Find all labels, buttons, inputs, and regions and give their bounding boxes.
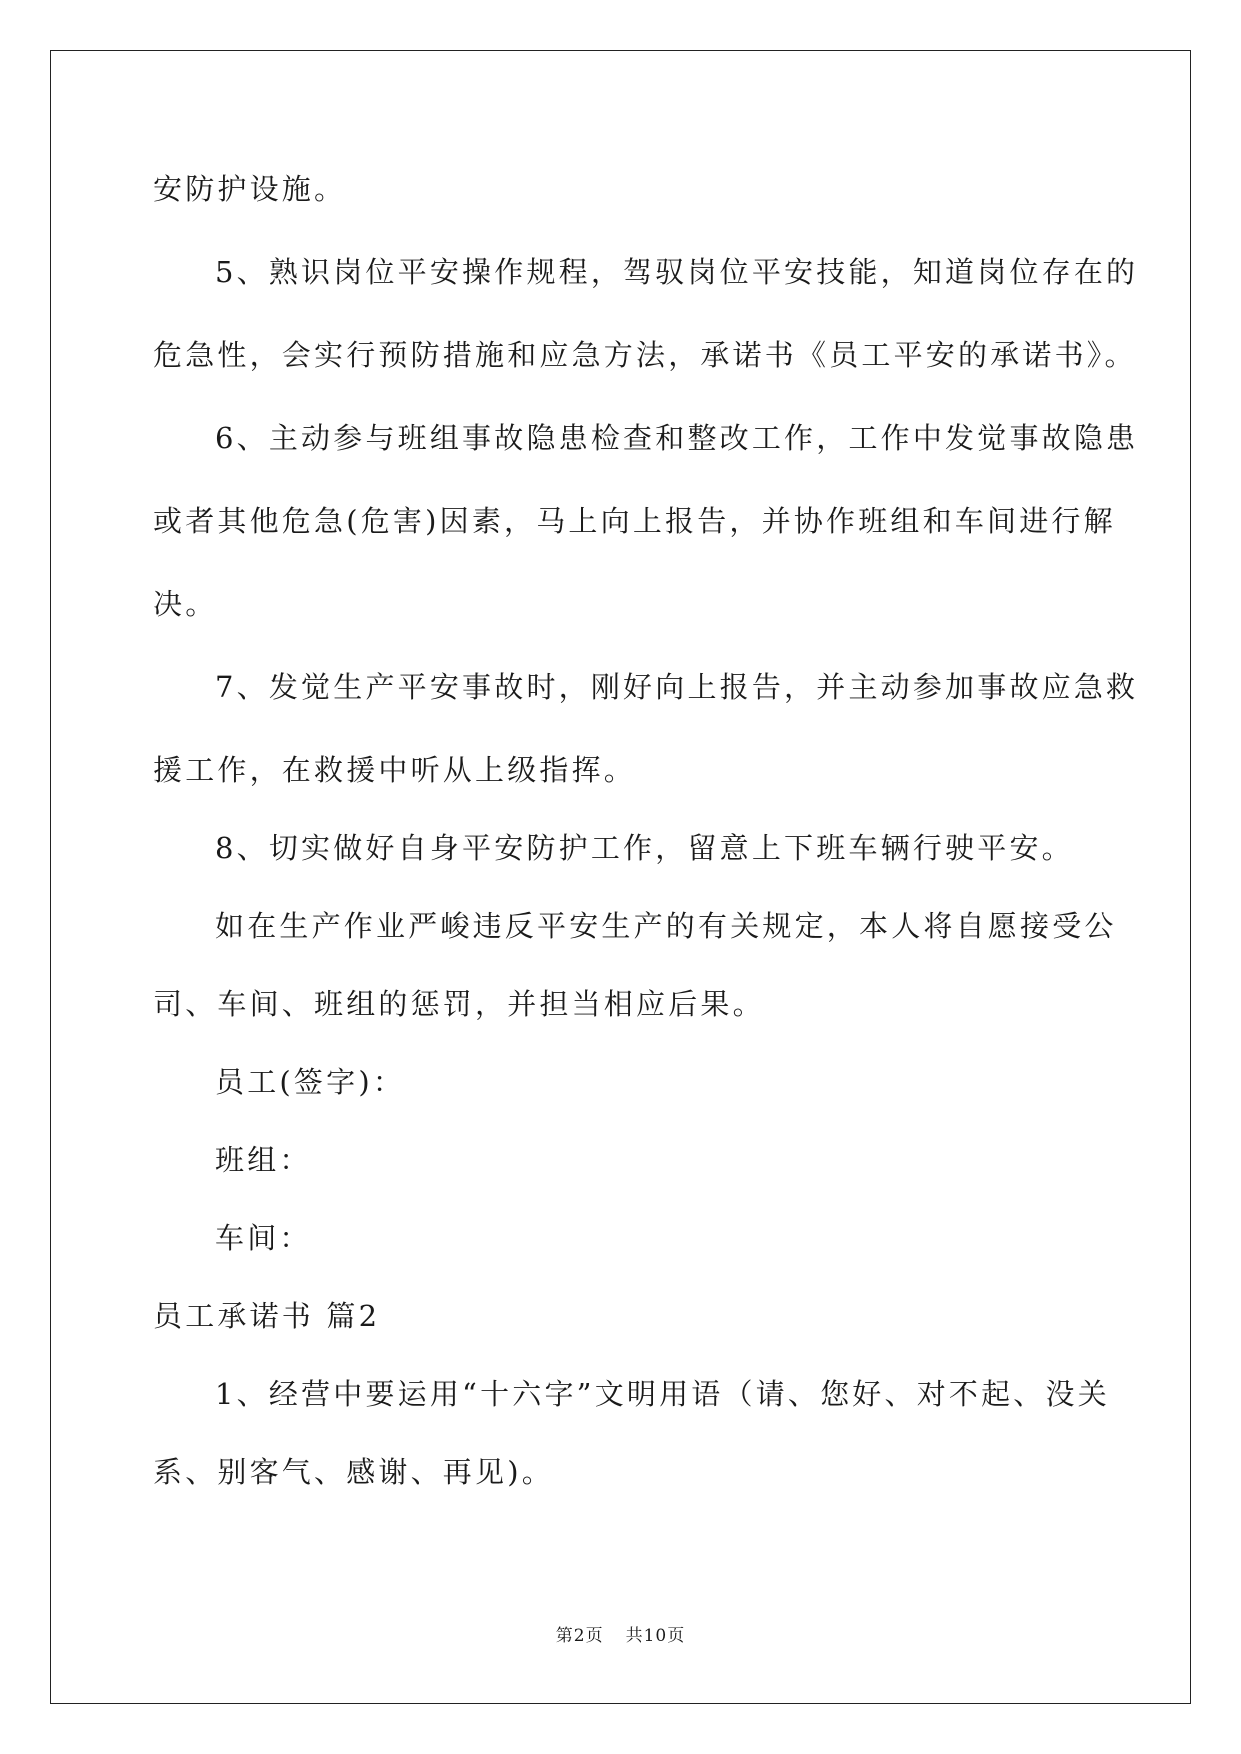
section-heading: 员工承诺书 篇2 bbox=[153, 1299, 381, 1333]
text-line: 8、切实做好自身平安防护工作，留意上下班车辆行驶平安。 bbox=[215, 831, 1074, 865]
text-line: 安防护设施。 bbox=[153, 172, 347, 206]
text-line: 6、主动参与班组事故隐患检查和整改工作，工作中发觉事故隐患 bbox=[215, 421, 1139, 455]
signature-team-label: 班组： bbox=[215, 1143, 312, 1177]
text-line: 或者其他危急(危害)因素，马上向上报告，并协作班组和车间进行解 bbox=[153, 504, 1116, 538]
text-line: 7、发觉生产平安事故时，刚好向上报告，并主动参加事故应急救 bbox=[215, 670, 1139, 704]
text-line: 5、熟识岗位平安操作规程，驾驭岗位平安技能，知道岗位存在的 bbox=[215, 255, 1139, 289]
page-footer bbox=[0, 1621, 1241, 1646]
signature-employee-label: 员工(签字)： bbox=[215, 1065, 406, 1099]
text-line: 援工作，在救援中听从上级指挥。 bbox=[153, 753, 637, 787]
text-line: 司、车间、班组的惩罚，并担当相应后果。 bbox=[153, 987, 765, 1021]
text-line: 系、别客气、感谢、再见)。 bbox=[153, 1455, 554, 1489]
page-total: 共10页 bbox=[625, 1626, 686, 1646]
page-number: 第2页 bbox=[555, 1626, 604, 1646]
text-line: 1、经营中要运用“十六字”文明用语（请、您好、对不起、没关 bbox=[215, 1377, 1110, 1411]
text-line: 危急性，会实行预防措施和应急方法，承诺书《员工平安的承诺书》。 bbox=[153, 338, 1137, 372]
text-line: 如在生产作业严峻违反平安生产的有关规定，本人将自愿接受公 bbox=[215, 909, 1117, 943]
signature-workshop-label: 车间： bbox=[215, 1221, 312, 1255]
text-line: 决。 bbox=[153, 587, 218, 621]
